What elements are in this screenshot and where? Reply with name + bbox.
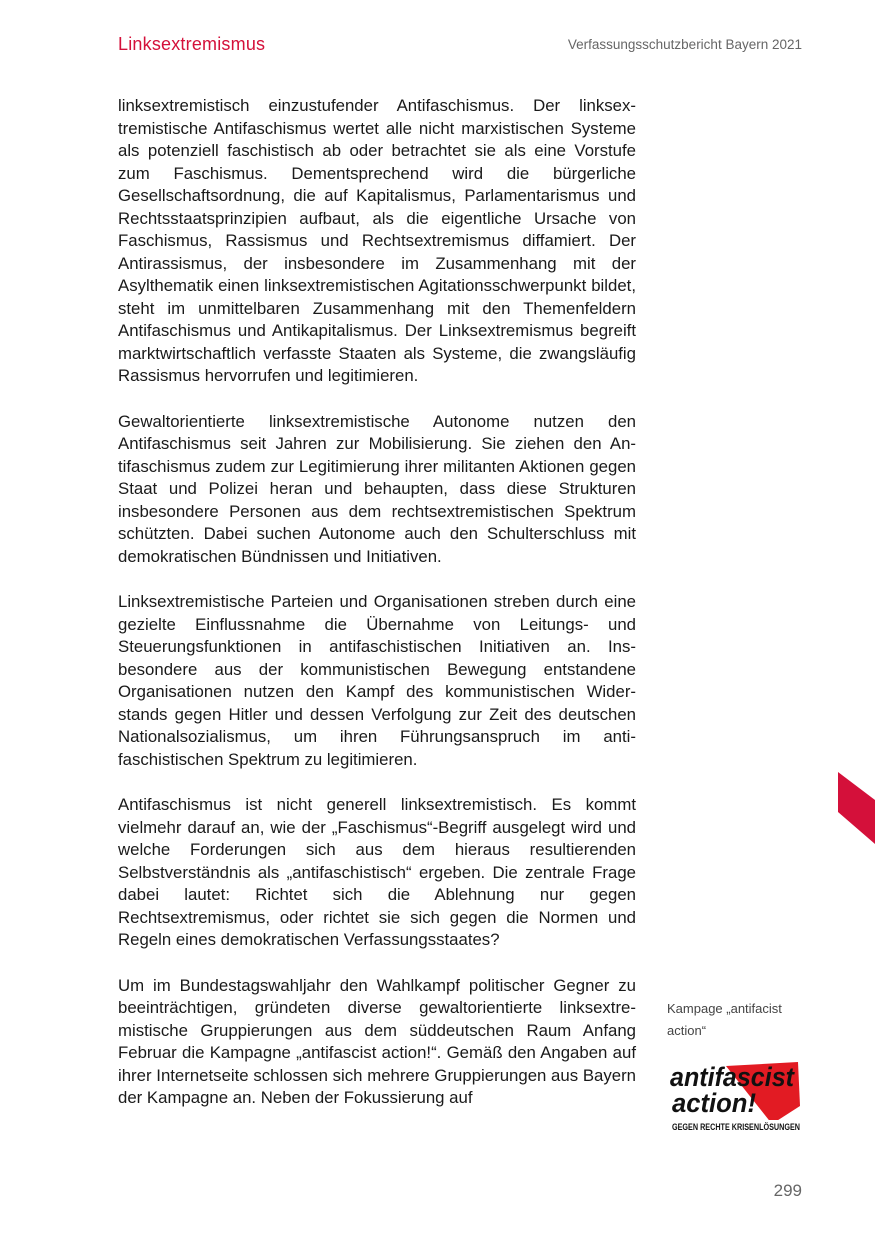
image-caption: Kampage „antifacist action“ <box>667 1001 782 1038</box>
logo-line1: antifascist <box>670 1062 795 1092</box>
antifascist-action-logo <box>668 1058 804 1134</box>
logo-line2: action! <box>672 1088 756 1118</box>
paragraph: Antifaschismus ist nicht generell linksextremistisch. Es kommt vielmehr darauf an, wie der „Faschismus“-Begriff ausgelegt wird und welche Forderungen sich aus dem hieraus resultierenden Selbstverständnis als „antifaschistisch“ ergeben. Die zentrale Frage dabei lautet: Richtet sich die Ablehnung nur gegen Rechtsextremismus, oder richtet sie sich gegen die Normen und Regeln eines demokratischen Verfassungsstaates? <box>118 795 636 949</box>
body-text <box>118 95 636 1133</box>
section-title: Linksextremismus <box>118 34 266 54</box>
logo-tagline: GEGEN RECHTE KRISENLÖSUNGEN <box>672 1122 800 1132</box>
page-number: 299 <box>773 1181 802 1200</box>
publication-title: Verfassungsschutzbericht Bayern 2021 <box>567 37 802 52</box>
chapter-tab-marker <box>838 772 875 844</box>
paragraph: Linksextremistische Parteien und Organisationen streben durch eine gezielte Einflussnahme die Übernahme von Leitungs- und Steuerungsfunktionen in antifaschistischen Initiativen an. Insbesondere aus der kommunistischen Bewegung entstandene Organisationen nutzen den Kampf des kommunistischen Widerstands gegen Hitler und dessen Verfolgung zur Zeit des deutschen Nationalsozialismus, um ihren Führungsanspruch im antifaschistischen Spektrum zu legitimieren. <box>118 592 636 769</box>
paragraph: Um im Bundestagswahljahr den Wahlkampf politischer Gegner zu beeinträchtigen, gründeten diverse gewaltorientierte linksextremistische Gruppierungen aus dem süddeutschen Raum Anfang Februar die Kampagne „antifascist action!“. Gemäß den Angaben auf ihrer Internetseite schlossen sich mehrere Gruppierungen aus Bayern der Kampagne an. Neben der Fokussierung auf <box>118 975 636 1107</box>
paragraph: Gewaltorientierte linksextremistische Autonome nutzen den Antifaschismus seit Jahren zur Mobilisierung. Sie ziehen den Antifaschismus zudem zur Legitimierung ihrer militanten Aktionen gegen Staat und Polizei heran und behaupten, dass diese Strukturen insbesondere Personen aus dem rechtsextremistischen Spektrum schützten. Dabei suchen Autonome auch den Schulterschluss mit demokratischen Bündnissen und Initiativen. <box>118 411 636 566</box>
paragraph: linksextremistisch einzustufender Antifaschismus. Der linksextremistische Antifaschismus wertet alle nicht marxistischen Systeme als potenziell faschistisch ab oder betrachtet sie als eine Vorstufe zum Faschismus. Dementsprechend wird die bürgerliche Gesellschaftsordnung, die auf Kapitalismus, Parlamentarismus und Rechtsstaatsprinzipien aufbaut, als die eigentliche Ursache von Faschismus, Rassismus und Rechtsextremismus diffamiert. Der Antirassismus, der insbesondere im Zusammenhang mit der Asylthematik einen linksextremistischen Agitationsschwerpunkt bildet, steht im unmittelbaren Zusammenhang mit den Themenfeldern Antifaschismus und Antikapitalismus. Der Linksextremismus begreift marktwirtschaftlich verfasste Staaten als Systeme, die zwangsläufig Rassismus hervorrufen und legitimieren. <box>118 96 636 385</box>
